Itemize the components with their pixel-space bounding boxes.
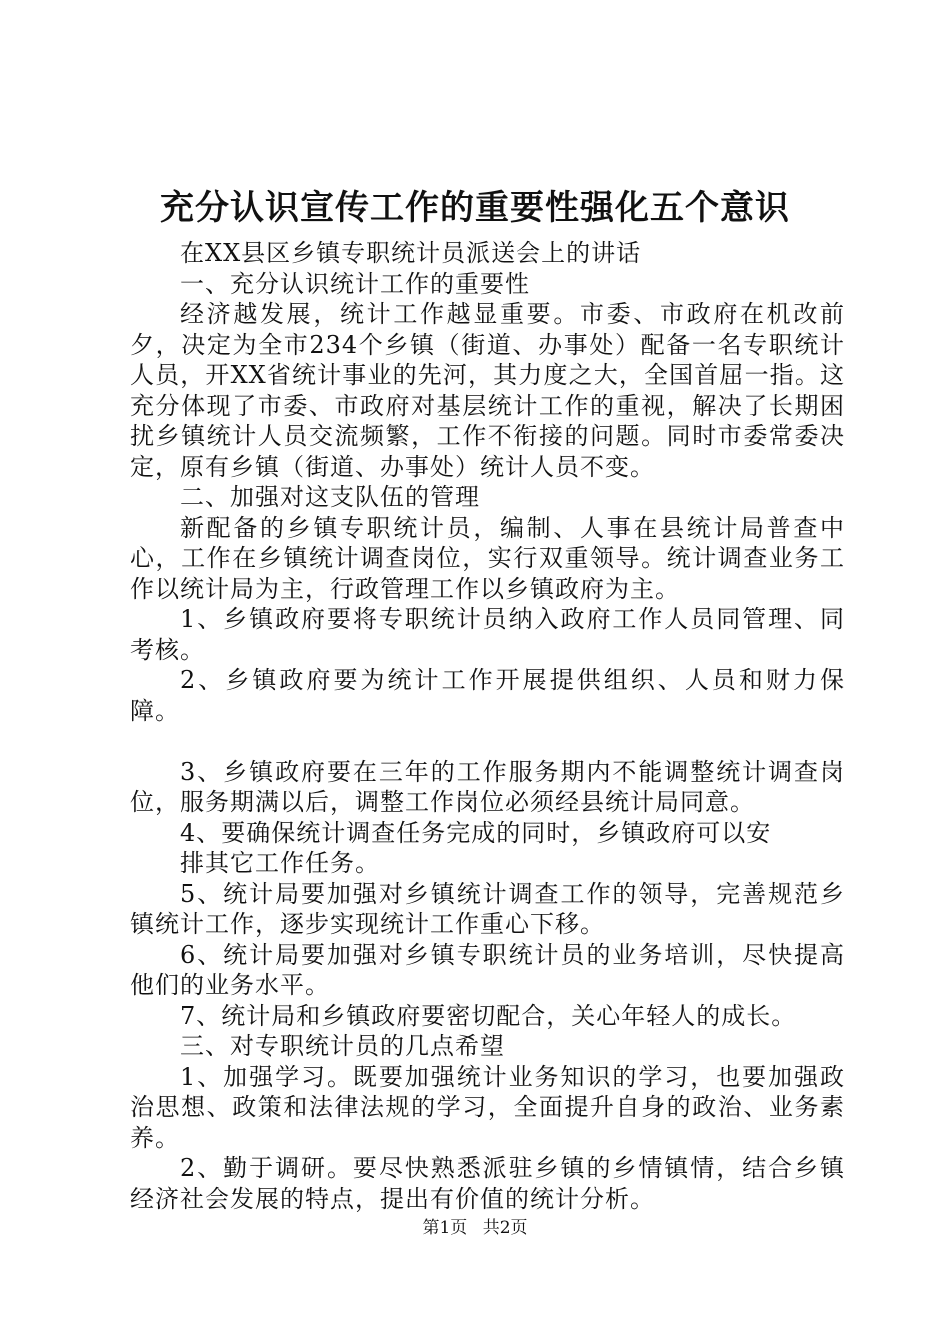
list-item-2: 2、乡镇政府要为统计工作开展提供组织、人员和财力保障。 [130,666,845,725]
list-item-3: 3、乡镇政府要在三年的工作服务期内不能调整统计调查岗位，服务期满以后，调整工作岗位必须经县统计局同意。 [130,757,845,816]
list-item-6: 6、统计局要加强对乡镇专职统计员的业务培训，尽快提高他们的业务水平。 [130,940,845,999]
list-item-5: 5、统计局要加强对乡镇统计调查工作的领导，完善规范乡镇统计工作，逐步实现统计工作重心下移。 [130,879,845,938]
section-heading-3: 三、对专职统计员的几点希望 [180,1032,505,1060]
list-item-7: 7、统计局和乡镇政府要密切配合，关心年轻人的成长。 [180,1001,797,1030]
paragraph-1: 经济越发展，统计工作越显重要。市委、市政府在机改前夕，决定为全市234个乡镇（街道、办事处）配备一名专职统计人员，开XX省统计事业的先河，其力度之大，全国首屈一指。这充分体现了市委、市政府对基层统计工作的重视，解决了长期困扰乡镇统计人员交流频繁，工作不衔接的问题。同时市委常委决定，原有乡镇（街道、办事处）统计人员不变。 [130,300,845,481]
page-footer [0,1216,950,1240]
list-item-1: 1、乡镇政府要将专职统计员纳入政府工作人员同管理、同考核。 [130,605,845,664]
subtitle-line: 在XX县区乡镇专职统计员派送会上的讲话 [180,239,642,267]
hope-item-1: 1、加强学习。既要加强统计业务知识的学习，也要加强政治思想、政策和法律法规的学习，全面提升自身的政治、业务素养。 [130,1062,845,1152]
hope-item-2: 2、勤于调研。要尽快熟悉派驻乡镇的乡情镇情，结合乡镇经济社会发展的特点，提出有价值的统计分析。 [130,1154,845,1213]
section-heading-2: 二、加强对这支队伍的管理 [180,483,480,511]
document-title: 充分认识宣传工作的重要性强化五个意识 [160,188,790,228]
list-item-4-line-2: 排其它工作任务。 [180,849,380,877]
page-number: 第1页 [422,1218,468,1238]
section-heading-1: 一、充分认识统计工作的重要性 [180,269,530,298]
page-total: 共2页 [482,1218,528,1238]
list-item-4-line-1: 4、要确保统计调查任务完成的同时，乡镇政府可以安 [180,818,772,847]
paragraph-2: 新配备的乡镇专职统计员，编制、人事在县统计局普查中心，工作在乡镇统计调查岗位，实行双重领导。统计调查业务工作以统计局为主，行政管理工作以乡镇政府为主。 [130,513,845,603]
document-body [130,238,845,1214]
